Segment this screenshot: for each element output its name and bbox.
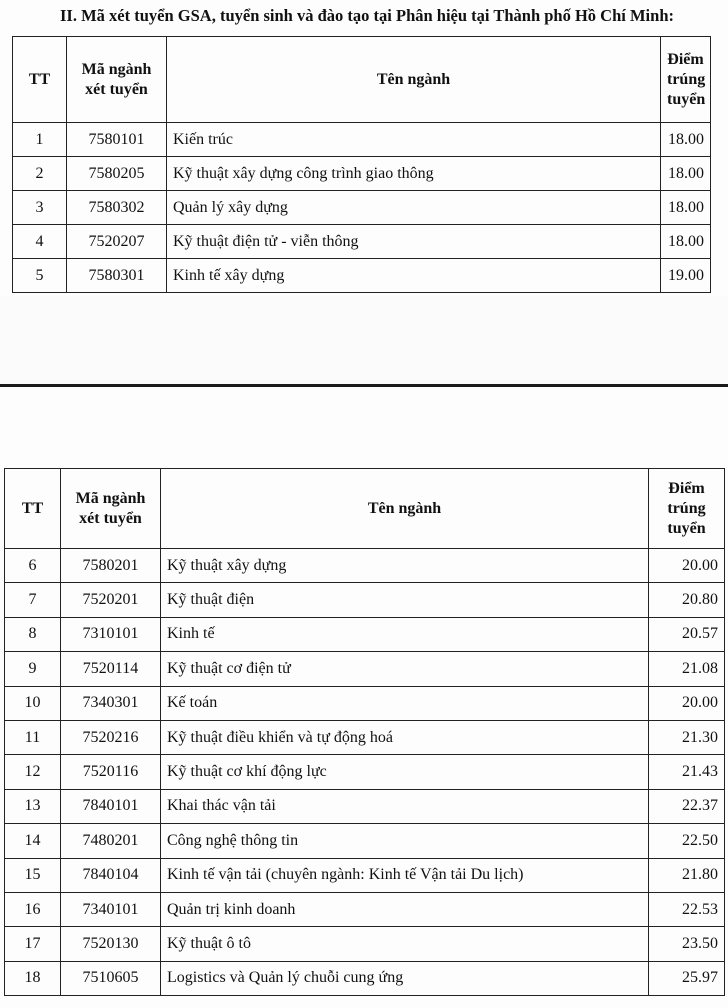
row-number: 5 [13, 259, 67, 293]
major-code: 7580101 [67, 123, 167, 157]
page-divider [0, 384, 728, 387]
major-name: Kinh tế xây dựng [167, 259, 661, 293]
major-name: Kinh tế vận tải (chuyên ngành: Kinh tế Vận tải Du lịch) [161, 858, 649, 892]
row-number: 18 [5, 961, 61, 995]
table-row [5, 652, 725, 686]
major-code: 7580301 [67, 259, 167, 293]
col-header-score: Điểm trúng tuyển [649, 469, 725, 549]
major-code: 7520201 [61, 583, 161, 617]
major-code: 7520216 [61, 720, 161, 754]
table-row [5, 927, 725, 961]
major-name: Kiến trúc [167, 123, 661, 157]
admission-table-2 [4, 468, 725, 996]
col-header-code: Mã ngành xét tuyển [61, 469, 161, 549]
table-row [5, 583, 725, 617]
table-row [5, 961, 725, 995]
col-header-tt: TT [13, 37, 67, 123]
table-row [13, 191, 711, 225]
table-row [13, 157, 711, 191]
major-name: Kỹ thuật điện [161, 583, 649, 617]
row-number: 6 [5, 549, 61, 583]
row-number: 16 [5, 892, 61, 926]
col-header-score: Điểm trúng tuyển [661, 37, 711, 123]
major-name: Kỹ thuật cơ khí động lực [161, 755, 649, 789]
admission-score: 20.00 [649, 549, 725, 583]
row-number: 14 [5, 824, 61, 858]
table-row [5, 720, 725, 754]
major-name: Kỹ thuật điện tử - viễn thông [167, 225, 661, 259]
major-name: Kinh tế [161, 617, 649, 651]
table-row [5, 858, 725, 892]
admission-score: 20.57 [649, 617, 725, 651]
row-number: 15 [5, 858, 61, 892]
major-code: 7840101 [61, 789, 161, 823]
major-code: 7340101 [61, 892, 161, 926]
major-code: 7520130 [61, 927, 161, 961]
major-name: Kế toán [161, 686, 649, 720]
major-name: Kỹ thuật ô tô [161, 927, 649, 961]
col-header-name: Tên ngành [167, 37, 661, 123]
table-row [5, 549, 725, 583]
admission-score: 20.80 [649, 583, 725, 617]
admission-score: 18.00 [661, 191, 711, 225]
major-code: 7480201 [61, 824, 161, 858]
major-name: Quản lý xây dựng [167, 191, 661, 225]
row-number: 3 [13, 191, 67, 225]
major-code: 7580205 [67, 157, 167, 191]
major-name: Logistics và Quản lý chuỗi cung ứng [161, 961, 649, 995]
admission-score: 22.37 [649, 789, 725, 823]
admission-score: 18.00 [661, 157, 711, 191]
table-row [13, 225, 711, 259]
major-name: Kỹ thuật xây dựng [161, 549, 649, 583]
admission-table-1 [12, 36, 711, 293]
table-row [5, 789, 725, 823]
admission-score: 19.00 [661, 259, 711, 293]
row-number: 8 [5, 617, 61, 651]
table-row [13, 123, 711, 157]
row-number: 1 [13, 123, 67, 157]
table-header-row [13, 37, 711, 123]
admission-score: 18.00 [661, 225, 711, 259]
row-number: 17 [5, 927, 61, 961]
admission-score: 22.50 [649, 824, 725, 858]
table-row [5, 892, 725, 926]
major-code: 7520207 [67, 225, 167, 259]
admission-score: 25.97 [649, 961, 725, 995]
major-code: 7340301 [61, 686, 161, 720]
row-number: 11 [5, 720, 61, 754]
major-name: Quản trị kinh doanh [161, 892, 649, 926]
major-name: Công nghệ thông tin [161, 824, 649, 858]
table-row [5, 686, 725, 720]
major-code: 7840104 [61, 858, 161, 892]
page-gap [0, 296, 728, 384]
row-number: 7 [5, 583, 61, 617]
table-row [13, 259, 711, 293]
major-code: 7520114 [61, 652, 161, 686]
major-name: Kỹ thuật điều khiển và tự động hoá [161, 720, 649, 754]
admission-score: 21.80 [649, 858, 725, 892]
major-code: 7310101 [61, 617, 161, 651]
table-row [5, 824, 725, 858]
admission-score: 23.50 [649, 927, 725, 961]
col-header-code: Mã ngành xét tuyển [67, 37, 167, 123]
row-number: 4 [13, 225, 67, 259]
admission-score: 21.30 [649, 720, 725, 754]
col-header-name: Tên ngành [161, 469, 649, 549]
col-header-tt: TT [5, 469, 61, 549]
major-name: Kỹ thuật cơ điện tử [161, 652, 649, 686]
row-number: 10 [5, 686, 61, 720]
admission-score: 21.08 [649, 652, 725, 686]
major-name: Khai thác vận tải [161, 789, 649, 823]
row-number: 13 [5, 789, 61, 823]
row-number: 12 [5, 755, 61, 789]
table-row [5, 755, 725, 789]
major-code: 7510605 [61, 961, 161, 995]
major-name: Kỹ thuật xây dựng công trình giao thông [167, 157, 661, 191]
admission-score: 21.43 [649, 755, 725, 789]
row-number: 9 [5, 652, 61, 686]
admission-score: 20.00 [649, 686, 725, 720]
major-code: 7520116 [61, 755, 161, 789]
admission-score: 18.00 [661, 123, 711, 157]
major-code: 7580201 [61, 549, 161, 583]
admission-score: 22.53 [649, 892, 725, 926]
section-heading: II. Mã xét tuyển GSA, tuyển sinh và đào tạo tại Phân hiệu tại Thành phố Hồ Chí Minh: [60, 6, 674, 25]
row-number: 2 [13, 157, 67, 191]
table-header-row [5, 469, 725, 549]
major-code: 7580302 [67, 191, 167, 225]
table-row [5, 617, 725, 651]
